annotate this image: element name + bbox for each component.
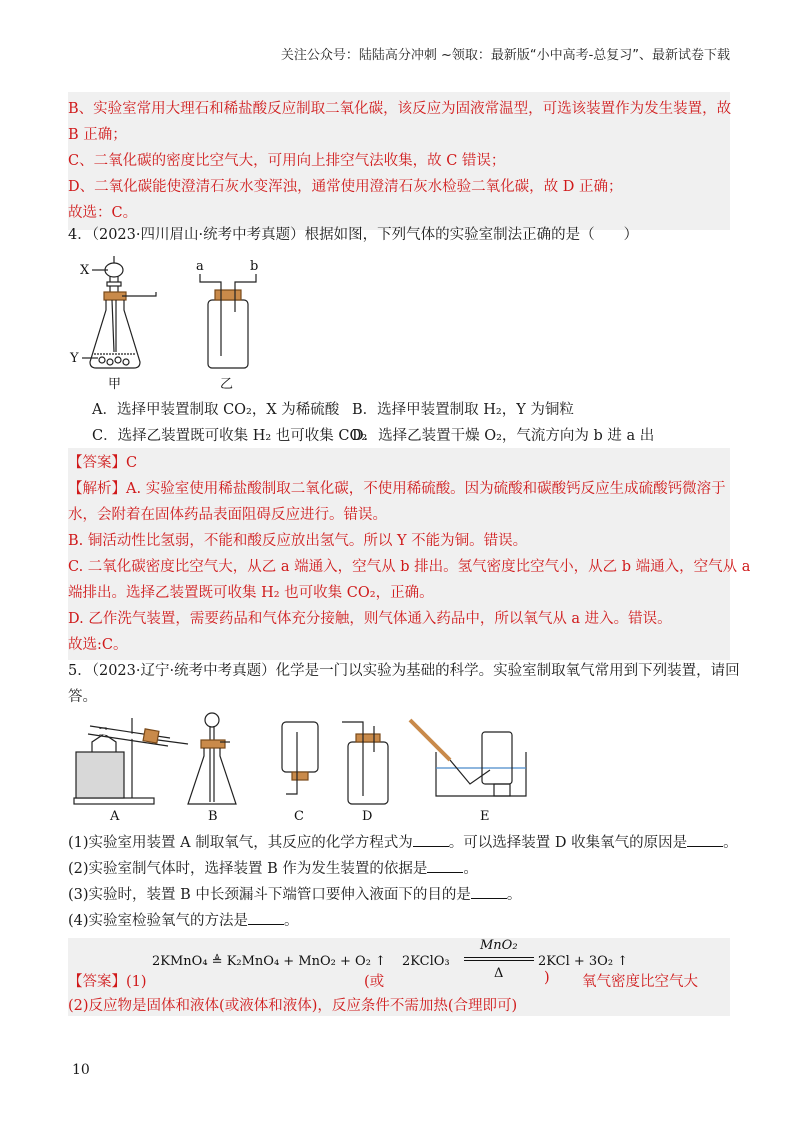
q4-answer-block (68, 448, 751, 660)
q5-sub-1-b: 。可以选择装置 D 收集氧气的原因是 (448, 835, 688, 851)
q5-sub-4 (68, 908, 730, 934)
prev-line-b2: B 正确； (68, 127, 127, 143)
q4-exp-6: D. 乙作洗气装置，需要药品和气体充分接触，则气体通入药品中，所以氧气从 a 进入。错误。 (68, 611, 672, 627)
q5-sub-1 (68, 830, 738, 856)
q5-stem (68, 658, 740, 710)
equation-kclo3-left: 2KClO₃ (402, 954, 450, 969)
q4-exp-3: B. 铜活动性比氢弱，不能和酸反应放出氢气。所以 Y 不能为铜。错误。 (68, 533, 528, 549)
prev-line-sel: 故选：C。 (68, 205, 138, 221)
prev-explanation (68, 92, 730, 230)
q5-stem-line-1: 5．（2023·辽宁·统考中考真题）化学是一门以实验为基础的科学。实验室制取氧气常用到下列装置，请回 (68, 663, 740, 679)
blank-3 (427, 858, 463, 873)
label-x: X (80, 263, 90, 278)
q4-selection: 故选:C。 (68, 637, 128, 653)
q5-sub-1-a: (1)实验室用装置 A 制取氧气，其反应的化学方程式为 (68, 835, 413, 851)
blank-4 (471, 884, 507, 899)
q4-option-c: C．选择乙装置既可收集 H₂ 也可收集 CO₂ (92, 428, 368, 444)
q4-exp-5: 端排出。选择乙装置既可收集 H₂ 也可收集 CO₂，正确。 (68, 585, 434, 601)
label-a: A (110, 809, 120, 824)
or-close: ) (544, 970, 550, 986)
q4-option-b: B．选择甲装置制取 H₂，Y 为铜粒 (352, 402, 574, 418)
q5-sub-4-a: (4)实验室检验氧气的方法是 (68, 913, 249, 929)
q5-sub-2 (68, 856, 730, 882)
q4-option-d: D．选择乙装置干燥 O₂，气流方向为 b 进 a 出 (352, 428, 655, 444)
equation-kmno4: 2KMnO₄ ≜ K₂MnO₄ + MnO₂ + O₂ ↑ (152, 954, 386, 969)
q5-stem-line-2: 答。 (68, 689, 97, 705)
label-y: Y (70, 351, 79, 366)
q5-sub-3-b: 。 (506, 887, 522, 903)
q4-exp-4: C. 二氧化碳密度比空气大，从乙 a 端通入，空气从 b 排出。氢气密度比空气小，从乙 b 端通入，空气从 a (68, 559, 751, 575)
q4-exp-1: 【解析】A. 实验室使用稀盐酸制取二氧化碳，不使用稀硫酸。因为硫酸和碳酸钙反应生成硫酸钙微溶于 (68, 481, 726, 497)
q4-apparatus-figure (70, 252, 278, 392)
q4-exp-2: 水，会附着在固体药品表面阻碍反应进行。错误。 (68, 507, 387, 523)
label-e: E (480, 809, 490, 824)
q4-option-a: A．选择甲装置制取 CO₂，X 为稀硫酸 (92, 402, 340, 418)
blank-5 (248, 910, 284, 925)
prev-line-b1: B、实验室常用大理石和稀盐酸反应制取二氧化碳，该反应为固液常温型，可选该装置作为发生装置，故 (68, 101, 732, 117)
equation-heat: Δ (494, 966, 504, 981)
label-b: b (250, 259, 259, 274)
equation-catalyst: MnO₂ (480, 938, 518, 953)
page-number: 10 (72, 1062, 90, 1078)
q5-answer-block (68, 938, 730, 1016)
q4-stem: 4．（2023·四川眉山·统考中考真题）根据如图，下列气体的实验室制法正确的是（ ） (68, 227, 639, 243)
equation-arrow-line-2 (464, 960, 534, 961)
label-c: C (294, 809, 304, 824)
label-yi: 乙 (220, 377, 234, 392)
or-open: (或 (364, 974, 385, 990)
q4-answer: 【答案】C (68, 455, 138, 471)
equation-arrow-line-1 (464, 957, 534, 958)
blank-1 (413, 832, 449, 847)
q5-sub-3 (68, 882, 730, 908)
page-header: 关注公众号：陆陆高分冲刺 ~领取：最新版“小中高考-总复习”、最新试卷下载 (280, 48, 730, 63)
label-b: B (208, 809, 218, 824)
prev-line-d: D、二氧化碳能使澄清石灰水变浑浊，通常使用澄清石灰水检验二氧化碳，故 D 正确； (68, 179, 623, 195)
q5-sub-3-a: (3)实验时，装置 B 中长颈漏斗下端管口要伸入液面下的目的是 (68, 887, 471, 903)
label-d: D (362, 809, 373, 824)
q5-answer-1b: 氧气密度比空气大 (582, 974, 698, 990)
q5-answer-2: (2)反应物是固体和液体(或液体和液体)，反应条件不需加热(合理即可) (68, 998, 518, 1014)
q5-sub-2-b: 。 (463, 861, 478, 877)
q5-sub-4-b: 。 (284, 913, 299, 929)
equation-kclo3-right: 2KCl + 3O₂ ↑ (538, 954, 629, 969)
q5-sub-2-a: (2)实验室制气体时，选择装置 B 作为发生装置的依据是 (68, 861, 428, 877)
q5-answer-label: 【答案】(1) (68, 974, 147, 990)
label-jia: 甲 (108, 377, 122, 392)
prev-line-c: C、二氧化碳的密度比空气大，可用向上排空气法收集，故 C 错误； (68, 153, 506, 169)
q5-apparatus-figure (70, 712, 550, 826)
q5-sub-1-c: 。 (723, 835, 738, 851)
q5-subquestions (68, 830, 738, 934)
label-a: a (196, 259, 204, 274)
blank-2 (687, 832, 723, 847)
